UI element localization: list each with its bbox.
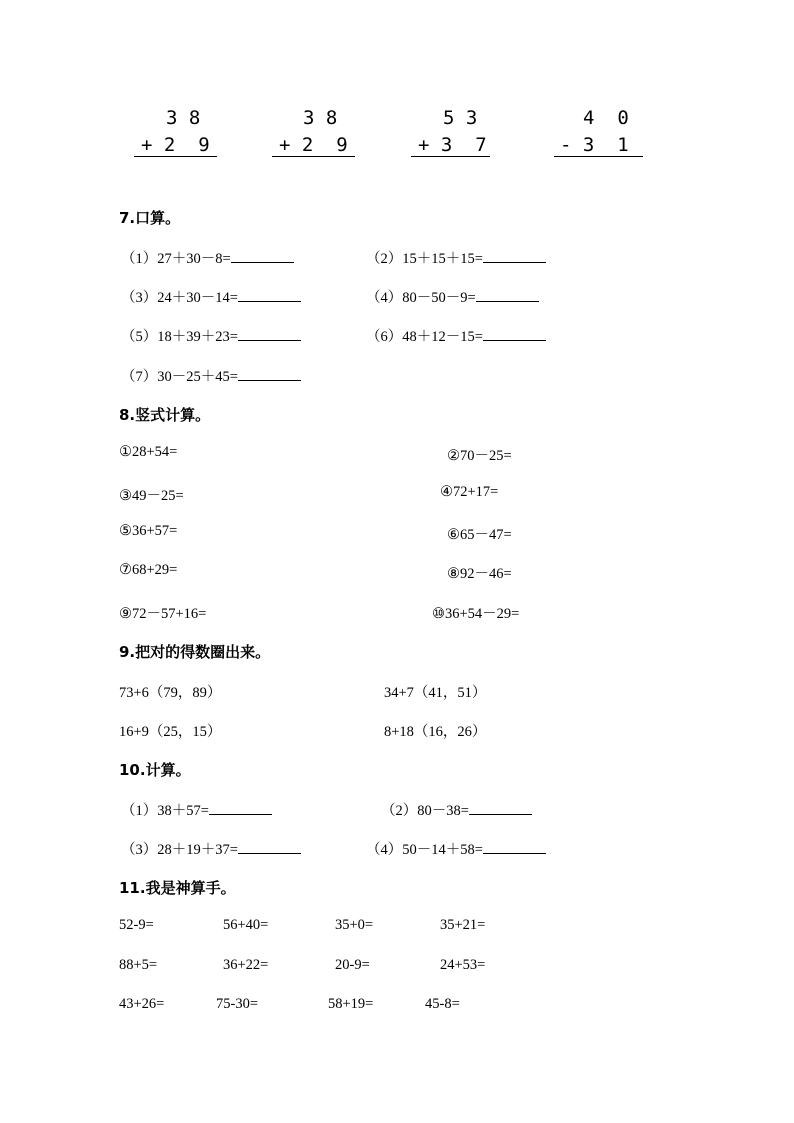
q10-title: 10.计算。 (119, 761, 191, 779)
q11-item: 56+40= (223, 917, 269, 933)
q8-item-6: ⑥65－47= (447, 527, 512, 543)
q8-item-4: ④72+17= (440, 484, 499, 500)
answer-blank[interactable] (209, 800, 272, 815)
vertical-bottom-number: + 2 9 (279, 134, 348, 156)
q8-item-10: ⑩36+54－29= (432, 606, 520, 622)
answer-blank[interactable] (483, 326, 546, 341)
q10-item-1-text: （1）38＋57= (121, 803, 209, 819)
q7-item-6 (366, 325, 546, 346)
q10-item-3 (121, 838, 301, 859)
q11-title: 11.我是神算手。 (119, 879, 236, 897)
q7-item-4 (366, 286, 539, 307)
vertical-bottom-number: - 3 1 (560, 134, 629, 156)
answer-blank[interactable] (231, 248, 294, 263)
answer-blank[interactable] (483, 839, 546, 854)
q10-item-2-text: （2）80－38= (381, 803, 469, 819)
q10-item-2 (381, 799, 532, 820)
answer-blank[interactable] (238, 287, 301, 302)
q11-item: 20-9= (335, 957, 370, 973)
q7-item-6-text: （6）48＋12－15= (366, 329, 483, 345)
q7-item-5-text: （5）18＋39＋23= (121, 329, 238, 345)
q8-item-3: ③49－25= (119, 488, 184, 504)
q9-item-4: 8+18（16，26） (384, 724, 487, 740)
q7-item-4-text: （4）80－50－9= (366, 290, 476, 306)
answer-blank[interactable] (238, 326, 301, 341)
q11-item: 88+5= (119, 957, 158, 973)
q11-item: 52-9= (119, 917, 154, 933)
vertical-bottom-number: + 3 7 (418, 134, 487, 156)
q7-item-2 (366, 247, 546, 268)
q11-item: 58+19= (328, 996, 374, 1012)
q10-item-1 (121, 799, 272, 820)
vertical-top-number: 3 8 (303, 107, 338, 129)
q8-item-2: ②70－25= (447, 448, 512, 464)
q7-item-3 (121, 286, 301, 307)
vertical-top-number: 5 3 (443, 107, 478, 129)
q11-item: 43+26= (119, 996, 165, 1012)
q7-item-7-text: （7）30－25＋45= (121, 369, 238, 385)
vertical-bottom-number: + 2 9 (141, 134, 210, 156)
vertical-rule (554, 156, 643, 157)
answer-blank[interactable] (483, 248, 546, 263)
q11-item: 35+21= (440, 917, 486, 933)
q9-item-2: 34+7（41，51） (384, 685, 487, 701)
q10-item-4-text: （4）50－14＋58= (366, 842, 483, 858)
answer-blank[interactable] (476, 287, 539, 302)
q11-item: 24+53= (440, 957, 486, 973)
q7-item-1-text: （1）27＋30－8= (121, 251, 231, 267)
q11-item: 36+22= (223, 957, 269, 973)
q9-item-3: 16+9（25，15） (119, 724, 222, 740)
q7-title: 7.口算。 (119, 209, 181, 227)
q7-item-1 (121, 247, 294, 268)
q8-item-9: ⑨72－57+16= (119, 606, 207, 622)
vertical-rule (272, 156, 355, 157)
q11-item: 35+0= (335, 917, 374, 933)
q11-item: 75-30= (216, 996, 259, 1012)
vertical-top-number: 3 8 (166, 107, 201, 129)
q7-item-2-text: （2）15＋15＋15= (366, 251, 483, 267)
answer-blank[interactable] (238, 366, 301, 381)
q7-item-5 (121, 325, 301, 346)
q8-title: 8.竖式计算。 (119, 406, 211, 424)
q11-item: 45-8= (425, 996, 460, 1012)
vertical-rule (134, 156, 217, 157)
q10-item-3-text: （3）28＋19＋37= (121, 842, 238, 858)
q8-item-7: ⑦68+29= (119, 562, 178, 578)
answer-blank[interactable] (238, 839, 301, 854)
q8-item-1: ①28+54= (119, 444, 178, 460)
answer-blank[interactable] (469, 800, 532, 815)
q8-item-5: ⑤36+57= (119, 523, 178, 539)
vertical-rule (411, 156, 490, 157)
q7-item-7 (121, 365, 301, 386)
q9-title: 9.把对的得数圈出来。 (119, 643, 271, 661)
q10-item-4 (366, 838, 546, 859)
q7-item-3-text: （3）24＋30－14= (121, 290, 238, 306)
q8-item-8: ⑧92－46= (447, 566, 512, 582)
vertical-top-number: 4 0 (583, 107, 629, 129)
q9-item-1: 73+6（79，89） (119, 685, 222, 701)
